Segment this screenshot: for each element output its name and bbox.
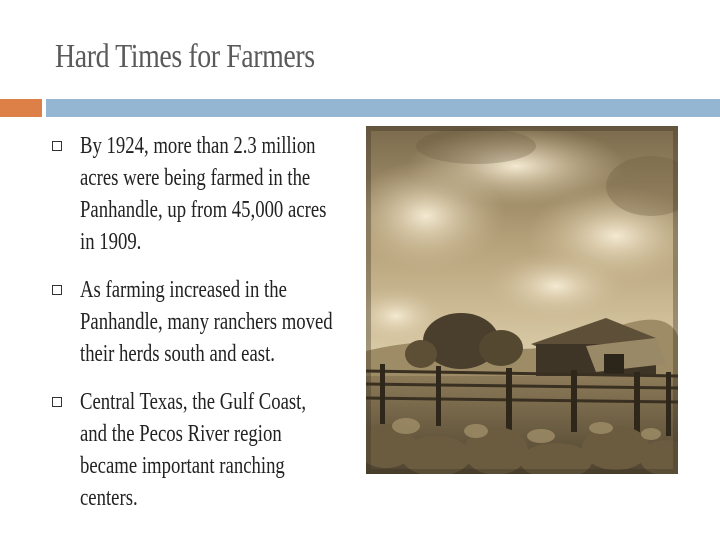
square-bullet-icon (52, 397, 62, 407)
bullet-text: As farming increased in the Panhandle, many ranchers moved their herds south and east. (80, 277, 333, 367)
bullet-text: By 1924, more than 2.3 million acres were being farmed in the Panhandle, up from 45,000 acres in 1909. (80, 133, 327, 255)
bullet-list (50, 130, 350, 530)
bullet-item (50, 130, 350, 258)
square-bullet-icon (52, 141, 62, 151)
ranch-photo (366, 126, 678, 474)
accent-rule-blue (46, 99, 720, 117)
ranch-photo-image (366, 126, 678, 474)
square-bullet-icon (52, 285, 62, 295)
slide-title: Hard Times for Farmers (55, 38, 315, 75)
bullet-text: Central Texas, the Gulf Coast, and the Pecos River region became important ranching centers. (80, 389, 307, 511)
accent-rule-orange (0, 99, 42, 117)
bullet-item (50, 386, 350, 514)
bullet-item (50, 274, 350, 370)
